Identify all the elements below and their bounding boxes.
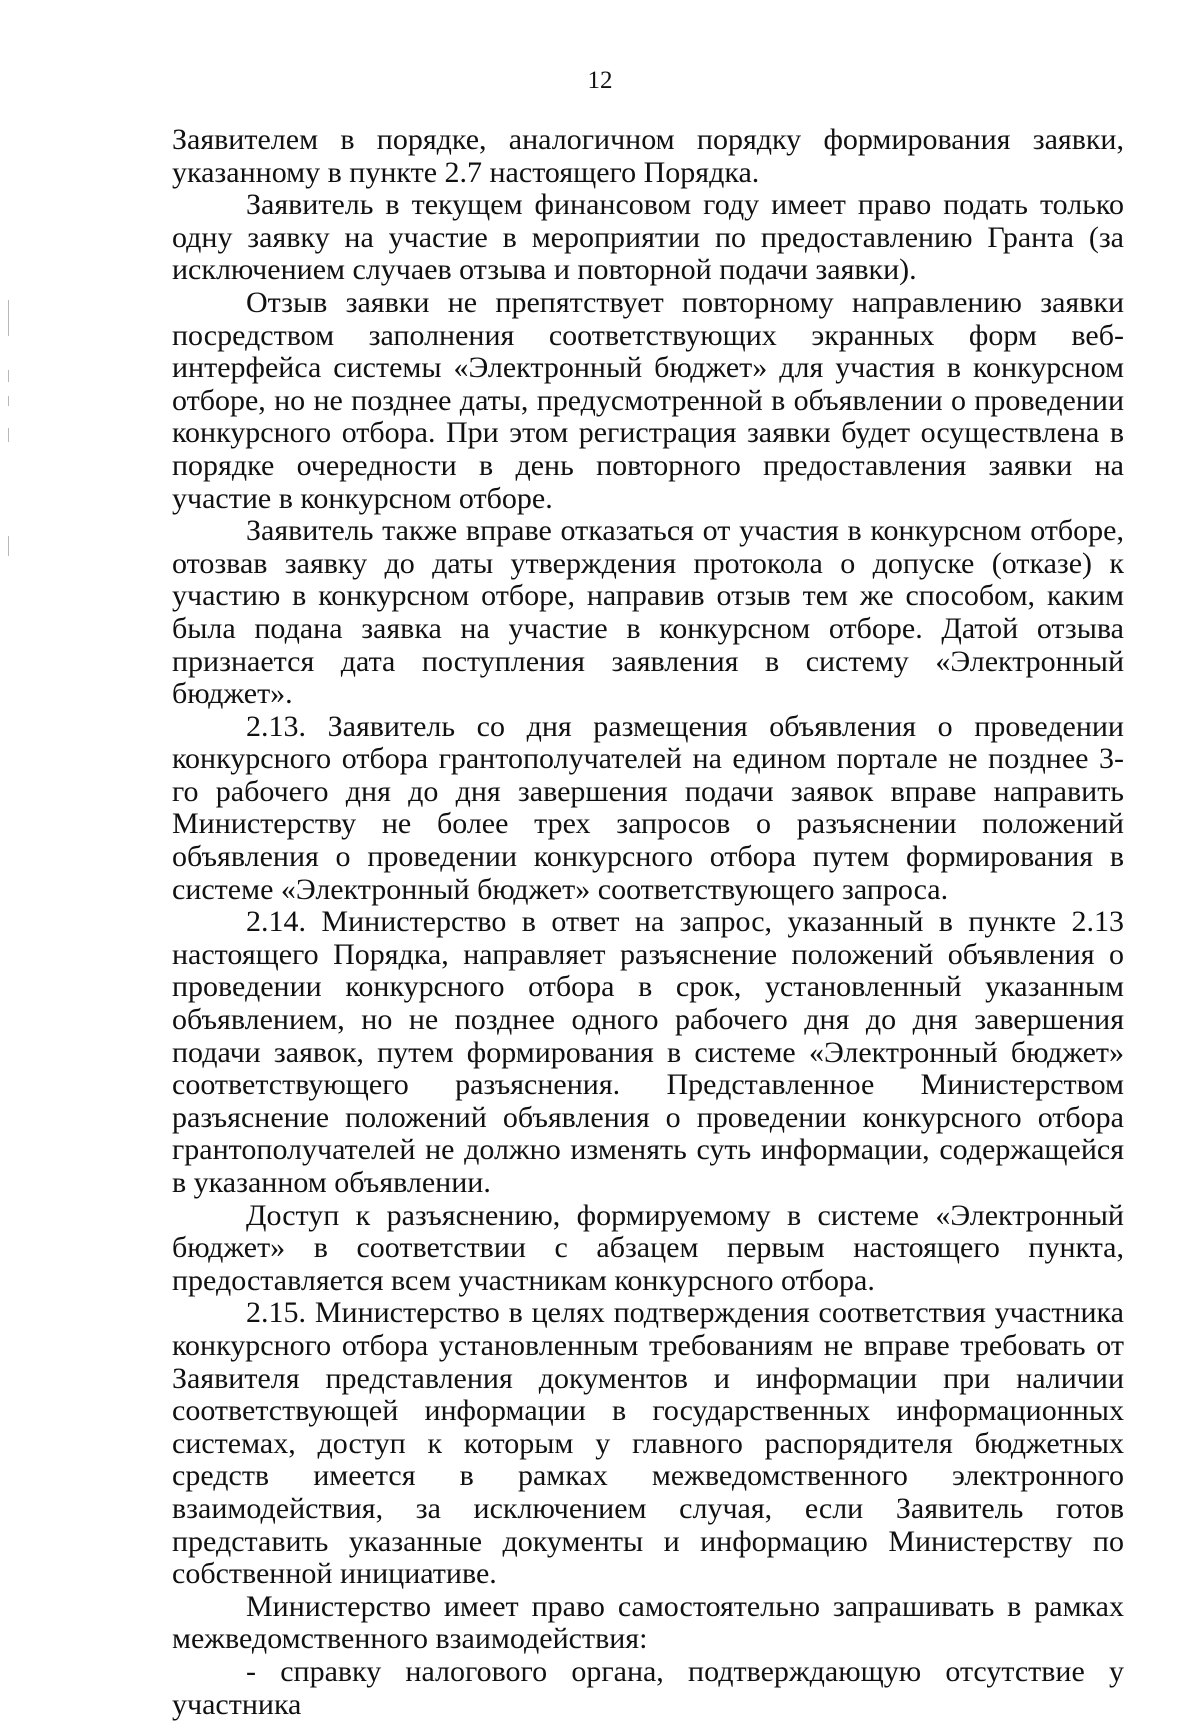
paragraph-clarification-access: Доступ к разъяснению, формируемому в системе «Электронный бюджет» в соответствии с абзацем первым настоящего пункта, предоставляется всем участникам конкурсного отбора. <box>172 1198 1124 1297</box>
paragraph-2-13: 2.13. Заявитель со дня размещения объявления о проведении конкурсного отбора грантополучателей на едином портале не позднее 3-го рабочего дня до дня завершения подачи заявок вправе направить Министерству не более трех запросов о разъяснении положений объявления о проведении конкурсного отбора путем формирования в системе «Электронный бюджет» соответствующего запроса. <box>172 709 1124 906</box>
paragraph-withdrawal-resubmission: Отзыв заявки не препятствует повторному направлению заявки посредством заполнения соответствующих экранных форм веб-интерфейса системы «Электронный бюджет» для участия в конкурсном отборе, но не позднее даты, предусмотренной в объявлении о проведении конкурсного отбора. При этом регистрация заявки будет осуществлена в порядке очередности в день повторного предоставления заявки на участие в конкурсном отборе. <box>172 285 1124 515</box>
document-body <box>172 124 1124 1721</box>
paragraph-2-15: 2.15. Министерство в целях подтверждения соответствия участника конкурсного отбора установленным требованиям не вправе требовать от Заявителя представления документов и информации при наличии соответствующей информации в государственных информационных системах, доступ к которым у главного распорядителя бюджетных средств имеется в рамках межведомственного электронного взаимодействия, за исключением случая, если Заявитель готов представить указанные документы и информацию Министерству по собственной инициативе. <box>172 1296 1124 1591</box>
paragraph-refusal-participation: Заявитель также вправе отказаться от участия в конкурсном отборе, отозвав заявку до даты утверждения протокола о допуске (отказе) к участию в конкурсном отборе, направив отзыв тем же способом, каким была подана заявка на участие в конкурсном отборе. Датой отзыва признается дата поступления заявления в систему «Электронный бюджет». <box>172 514 1124 711</box>
list-item-tax-certificate: - справку налогового органа, подтверждающую отсутствие у участника <box>172 1654 1124 1721</box>
paragraph-one-application: Заявитель в текущем финансовом году имеет право подать только одну заявку на участие в мероприятии по предоставлению Гранта (за исключением случаев отзыва и повторной подачи заявки). <box>172 188 1124 287</box>
paragraph-2-14: 2.14. Министерство в ответ на запрос, указанный в пункте 2.13 настоящего Порядка, направляет разъяснение положений объявления о проведении конкурсного отбора в срок, установленный указанным объявлением, но не позднее одного рабочего дня до дня завершения подачи заявок, путем формирования в системе «Электронный бюджет» соответствующего разъяснения. Представленное Министерством разъяснение положений объявления о проведении конкурсного отбора грантополучателей не должно изменять суть информации, содержащейся в указанном объявлении. <box>172 905 1124 1199</box>
paragraph-interagency-request: Министерство имеет право самостоятельно запрашивать в рамках межведомственного взаимодействия: <box>172 1589 1124 1656</box>
paragraph-continuation: Заявителем в порядке, аналогичном порядку формирования заявки, указанному в пункте 2.7 настоящего Порядка. <box>172 123 1124 189</box>
page-number: 12 <box>587 67 613 94</box>
scan-margin-marks <box>8 300 10 580</box>
